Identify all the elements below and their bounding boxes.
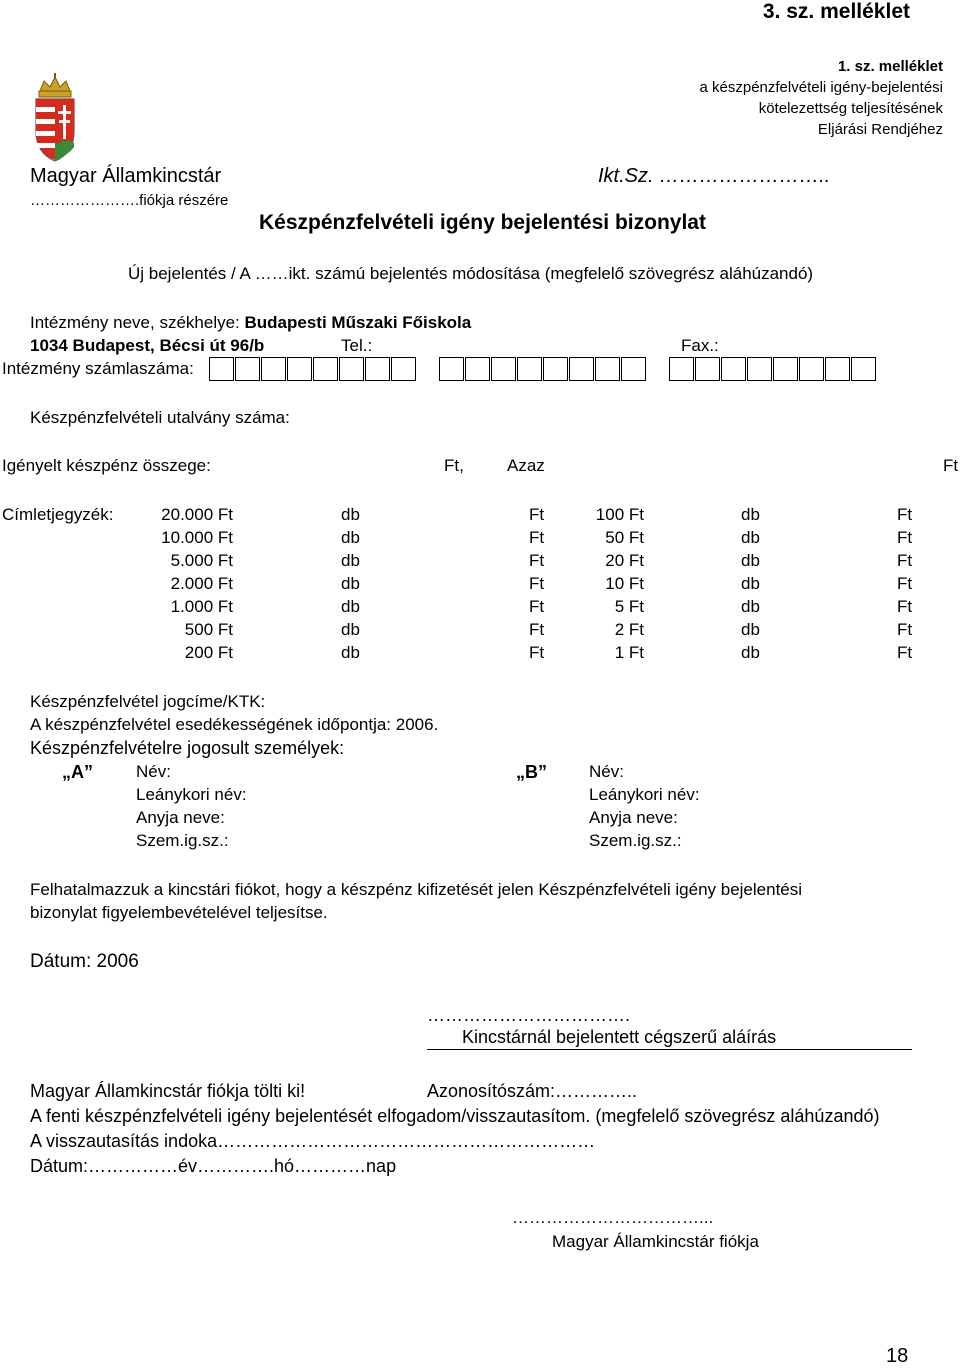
person-a-field: Név: (136, 762, 171, 781)
denominations-label: Címletjegyzék: (2, 505, 114, 524)
person-a-field: Leánykori név: (136, 785, 247, 804)
denom-ft: Ft (529, 505, 545, 524)
signature-label: Kincstárnál bejelentett cégszerű aláírás (462, 1027, 777, 1047)
treasury-sign-dots: ……………………………... (512, 1208, 714, 1227)
account-digit-box[interactable] (517, 357, 542, 381)
denom-ft: Ft (897, 505, 913, 524)
denom-left-value: 1.000 Ft (170, 597, 233, 616)
denom-left-value: 200 Ft (184, 643, 233, 662)
account-digit-box[interactable] (287, 357, 312, 381)
branch-line: ………………….fiókja részére (30, 192, 229, 209)
denom-db: db (341, 597, 360, 616)
denom-left-value: 2.000 Ft (170, 574, 233, 593)
denom-ft: Ft (529, 597, 545, 616)
denom-db: db (341, 505, 360, 524)
person-a-field: Anyja neve: (136, 808, 225, 827)
account-digit-box[interactable] (669, 357, 694, 381)
account-digit-box[interactable] (365, 357, 390, 381)
denom-db: db (741, 574, 760, 593)
denom-right-value: 50 Ft (605, 528, 644, 547)
account-digit-box[interactable] (339, 357, 364, 381)
fax-label: Fax.: (681, 336, 719, 355)
denom-left-value: 20.000 Ft (161, 505, 233, 524)
denom-ft: Ft (897, 597, 913, 616)
treasury-fill-note: Magyar Államkincstár fiókja tölti ki! (30, 1081, 306, 1101)
denom-right-value: 10 Ft (605, 574, 644, 593)
account-boxes-group-2 (439, 357, 647, 381)
account-digit-box[interactable] (491, 357, 516, 381)
tel-label: Tel.: (341, 336, 373, 355)
legal-title: Készpénzfelvétel jogcíme/KTK: (30, 692, 266, 711)
signature-dots: ……………………………. (427, 1005, 631, 1025)
account-digit-box[interactable] (465, 357, 490, 381)
denom-ft: Ft (897, 574, 913, 593)
denom-db: db (341, 643, 360, 662)
account-digit-box[interactable] (261, 357, 286, 381)
signature-underline (427, 1049, 912, 1050)
denom-right-value: 2 Ft (614, 620, 644, 639)
treasury-accept: A fenti készpénzfelvételi igény bejelentését elfogadom/visszautasítom. (megfelelő szövegrész aláhúzandó) (30, 1106, 880, 1126)
account-digit-box[interactable] (799, 357, 824, 381)
account-digit-box[interactable] (621, 357, 646, 381)
denom-db: db (341, 574, 360, 593)
denom-right-value: 100 Ft (595, 505, 644, 524)
denom-right-value: 20 Ft (605, 551, 644, 570)
new-or-modification: Új bejelentés / A ……ikt. számú bejelentés módosítása (megfelelő szövegrész aláhúzandó) (128, 264, 814, 283)
denom-ft: Ft (897, 643, 913, 662)
account-digit-box[interactable] (439, 357, 464, 381)
account-digit-box[interactable] (747, 357, 772, 381)
account-digit-box[interactable] (721, 357, 746, 381)
institution-name-value: Budapesti Műszaki Főiskola (244, 313, 472, 332)
account-boxes-group-1 (209, 357, 417, 381)
ikt-number: Ikt.Sz. …………………….. (598, 165, 831, 187)
denom-ft: Ft (897, 551, 913, 570)
account-digit-box[interactable] (825, 357, 850, 381)
person-b-field: Leánykori név: (589, 785, 700, 804)
account-label: Intézmény számlaszáma: (2, 359, 194, 378)
treasury-id: Azonosítószám:………….. (427, 1081, 638, 1101)
account-digit-box[interactable] (391, 357, 416, 381)
treasury-sign-label: Magyar Államkincstár fiókja (552, 1232, 759, 1251)
amount-azaz: Azaz (507, 456, 545, 475)
denom-left-value: 500 Ft (184, 620, 233, 639)
denom-db: db (341, 620, 360, 639)
authorization-line1: Felhatalmazzuk a kincstári fiókot, hogy a készpénz kifizetését jelen Készpénzfelvételi igény bejelentési (30, 880, 803, 899)
account-digit-box[interactable] (569, 357, 594, 381)
denom-ft: Ft (897, 620, 913, 639)
account-digit-box[interactable] (695, 357, 720, 381)
account-digit-box[interactable] (235, 357, 260, 381)
denom-db: db (741, 620, 760, 639)
institution-address: 1034 Budapest, Bécsi út 96/b (30, 336, 265, 355)
person-b-label: „B” (516, 762, 547, 782)
annex-sub-line1: a készpénzfelvételi igény-bejelentési (699, 79, 943, 96)
denom-db: db (341, 528, 360, 547)
person-b-field: Anyja neve: (589, 808, 678, 827)
coat-of-arms-icon (30, 73, 80, 163)
denom-db: db (741, 528, 760, 547)
treasury-reason: A visszautasítás indoka……………………………………………………… (30, 1131, 596, 1151)
account-digit-box[interactable] (209, 357, 234, 381)
account-boxes-group-3 (669, 357, 877, 381)
person-b-field: Szem.ig.sz.: (589, 831, 682, 850)
authorization-line2: bizonylat figyelembevételével teljesítse. (30, 903, 328, 922)
account-digit-box[interactable] (595, 357, 620, 381)
denom-ft: Ft (897, 528, 913, 547)
due-date-line: A készpénzfelvétel esedékességének időpontja: 2006. (30, 715, 439, 734)
amount-ft: Ft, (444, 456, 464, 475)
denom-left-value: 5.000 Ft (170, 551, 233, 570)
denom-ft: Ft (529, 528, 545, 547)
denom-left-value: 10.000 Ft (161, 528, 233, 547)
person-a-field: Szem.ig.sz.: (136, 831, 229, 850)
page-number: 18 (886, 1345, 909, 1367)
date-line: Dátum: 2006 (30, 951, 139, 972)
account-digit-box[interactable] (773, 357, 798, 381)
document-title: Készpénzfelvételi igény bejelentési bizonylat (259, 211, 706, 234)
institution-name: Magyar Államkincstár (30, 165, 222, 187)
annex-sub-line3: Eljárási Rendjéhez (817, 121, 943, 138)
denom-right-value: 1 Ft (614, 643, 644, 662)
denom-db: db (741, 597, 760, 616)
annex-sub-line2: kötelezettség teljesítésének (758, 100, 943, 117)
voucher-label: Készpénzfelvételi utalvány száma: (30, 408, 290, 427)
annex-main: 3. sz. melléklet (762, 0, 910, 23)
denom-ft: Ft (529, 551, 545, 570)
authorized-persons-label: Készpénzfelvételre jogosult személyek: (30, 738, 345, 758)
amount-ft-end: Ft (943, 456, 959, 475)
denom-right-value: 5 Ft (614, 597, 644, 616)
denom-db: db (741, 551, 760, 570)
denom-db: db (741, 505, 760, 524)
account-digit-box[interactable] (543, 357, 568, 381)
denom-ft: Ft (529, 643, 545, 662)
treasury-date: Dátum:……………év………….hó…………nap (30, 1156, 397, 1176)
annex-sub-title: 1. sz. melléklet (837, 58, 943, 75)
institution-name-label: Intézmény neve, székhelye: (30, 313, 240, 332)
person-b-field: Név: (589, 762, 624, 781)
person-a-label: „A” (62, 762, 93, 782)
denom-ft: Ft (529, 620, 545, 639)
account-digit-box[interactable] (313, 357, 338, 381)
institution-info-line (30, 313, 471, 333)
denom-ft: Ft (529, 574, 545, 593)
denom-db: db (741, 643, 760, 662)
account-digit-box[interactable] (851, 357, 876, 381)
amount-label: Igényelt készpénz összege: (2, 456, 211, 475)
denom-db: db (341, 551, 360, 570)
